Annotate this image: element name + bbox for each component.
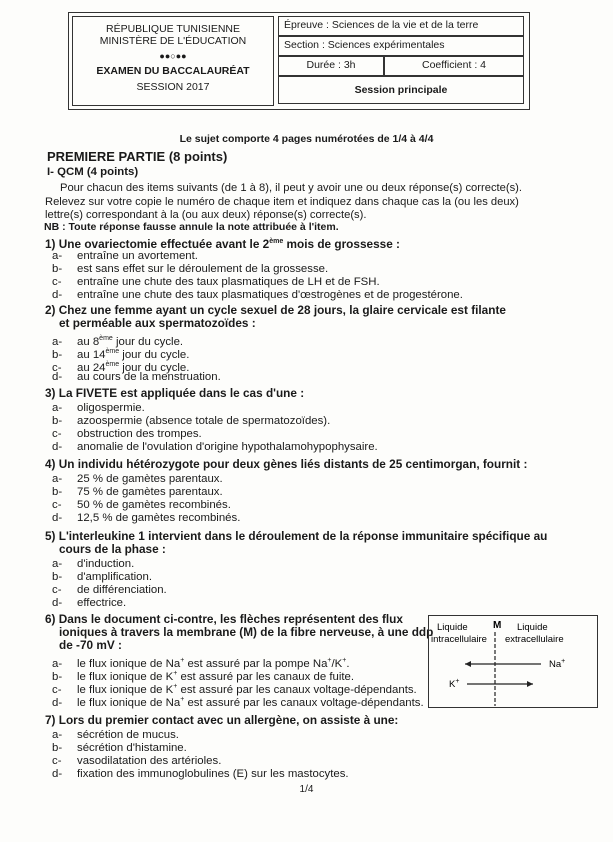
option-letter: b- [52, 348, 63, 361]
option-text: entraîne une chute des taux plasmatiques d'œstrogènes et de progestérone. [77, 289, 463, 301]
option-text: obstruction des trompes. [77, 428, 202, 440]
part-title: PREMIERE PARTIE (8 points) [47, 149, 228, 164]
option-text: au 14ème jour du cycle. [77, 348, 190, 361]
option-text: le flux ionique de K+ est assuré par les canaux de fuite. [77, 670, 355, 683]
option-text: au cours de la menstruation. [77, 371, 221, 383]
option-letter: c- [52, 683, 62, 696]
option-text: anomalie de l'ovulation d'origine hypothalamohypophysaire. [77, 441, 378, 453]
option-text: 12,5 % de gamètes recombinés. [77, 512, 241, 524]
ion-flux-svg [429, 616, 599, 709]
answer-option [52, 742, 187, 755]
answer-option [52, 473, 223, 486]
instruction-line: Pour chacun des items suivants (de 1 à 8), il peut y avoir une ou deux réponse(s) correcte(s). [60, 182, 523, 194]
option-letter: d- [52, 441, 63, 453]
option-letter: a- [52, 473, 63, 485]
option-letter: b- [52, 571, 63, 583]
option-letter: a- [52, 657, 63, 670]
option-text: 50 % de gamètes recombinés. [77, 499, 231, 511]
answer-option [52, 263, 328, 276]
option-letter: a- [52, 335, 63, 348]
extra-label-2: extracellulaire [505, 634, 564, 645]
option-text: effectrice. [77, 597, 127, 609]
question-stem: cours de la phase : [59, 542, 166, 556]
answer-option [52, 597, 126, 610]
option-text: 75 % de gamètes parentaux. [77, 486, 223, 498]
instruction-line: lettre(s) correspondant à la (ou aux deux) réponse(s) correcte(s). [45, 209, 367, 221]
exam-label: EXAMEN DU BACCALAURÉAT [96, 65, 250, 77]
answer-option [52, 276, 380, 289]
option-text: d'amplification. [77, 571, 152, 583]
option-letter: b- [52, 742, 63, 754]
question-stem: et perméable aux spermatozoïdes : [59, 316, 256, 330]
answer-option [52, 571, 152, 584]
option-letter: c- [52, 499, 62, 511]
answer-option [52, 486, 223, 499]
question-stem: 6) Dans le document ci-contre, les flèches représentent des flux [45, 612, 403, 626]
option-letter: d- [52, 289, 63, 301]
option-letter: c- [52, 361, 62, 374]
answer-option [52, 755, 221, 768]
page-number: 1/4 [299, 784, 314, 795]
answer-option [52, 371, 221, 384]
option-text: le flux ionique de K+ est assuré par les canaux voltage-dépendants. [77, 683, 417, 696]
duration-cell: Durée : 3h [278, 56, 384, 76]
option-letter: d- [52, 768, 63, 780]
option-letter: b- [52, 670, 63, 683]
option-letter: a- [52, 558, 63, 570]
intra-label-1: Liquide [437, 622, 468, 633]
option-letter: c- [52, 276, 62, 288]
membrane-diagram [428, 615, 598, 708]
ministry-label: MINISTÈRE DE L'ÉDUCATION [99, 35, 247, 47]
pages-note: Le sujet comporte 4 pages numérotées de 1/4 à 4/4 [179, 133, 434, 145]
question-stem: 1) Une ovariectomie effectuée avant le 2ème mois de grossesse : [45, 236, 400, 251]
option-text: entraîne un avortement. [77, 250, 198, 262]
membrane-label: M [493, 620, 502, 631]
question-stem: ioniques à travers la membrane (M) de la fibre nerveuse, à une ddp [59, 625, 434, 639]
question-stem: 7) Lors du premier contact avec un allergène, on assiste à une: [45, 713, 399, 727]
answer-option [52, 402, 145, 415]
option-text: oligospermie. [77, 402, 145, 414]
answer-option [52, 693, 424, 710]
coefficient-cell: Coefficient : 4 [384, 56, 524, 76]
option-letter: b- [52, 263, 63, 275]
answer-option [52, 415, 330, 428]
option-text: est sans effet sur le déroulement de la grossesse. [77, 263, 329, 275]
answer-option [52, 441, 378, 454]
k-label: K+ [449, 678, 460, 690]
question-stem: 5) L'interleukine 1 intervient dans le déroulement de la réponse immunitaire spécifique au [45, 529, 548, 543]
answer-option [52, 428, 202, 441]
option-letter: c- [52, 428, 62, 440]
option-letter: c- [52, 584, 62, 596]
option-letter: a- [52, 250, 63, 262]
question-stem: 4) Un individu hétérozygote pour deux gènes liés distants de 25 centimorgan, fournit : [45, 457, 528, 471]
option-text: au 24ème jour du cycle. [77, 361, 190, 374]
na-arrowhead [465, 661, 471, 667]
answer-option [52, 289, 463, 302]
nb-note: NB : Toute réponse fausse annule la note attribuée à l'item. [44, 221, 339, 233]
answer-option [52, 768, 349, 781]
ministry-block [72, 16, 274, 106]
option-text: sécrétion d'histamine. [77, 742, 187, 754]
option-letter: b- [52, 415, 63, 427]
option-letter: a- [52, 402, 63, 414]
answer-option [52, 584, 167, 597]
answer-option [52, 499, 231, 512]
option-letter: d- [52, 696, 63, 709]
section-title: I- QCM (4 points) [47, 166, 139, 178]
answer-option [52, 558, 134, 571]
republic-label: RÉPUBLIQUE TUNISIENNE [105, 23, 240, 35]
option-letter: a- [52, 729, 63, 741]
section-cell: Section : Sciences expérimentales [278, 36, 524, 56]
option-text: de différenciation. [77, 584, 167, 596]
option-text: 25 % de gamètes parentaux. [77, 473, 223, 485]
option-text: vasodilatation des artérioles. [77, 755, 222, 767]
option-letter: b- [52, 486, 63, 498]
option-text: le flux ionique de Na+ est assuré par la pompe Na+/K+. [77, 657, 350, 670]
k-arrowhead [527, 681, 533, 687]
option-text: au 8ème jour du cycle. [77, 335, 184, 348]
session-type-cell: Session principale [278, 76, 524, 104]
question-stem: 3) La FIVETE est appliquée dans le cas d'une : [45, 386, 305, 400]
session-year: SESSION 2017 [136, 81, 210, 93]
question-stem: 2) Chez une femme ayant un cycle sexuel de 28 jours, la glaire cervicale est filante [45, 303, 506, 317]
na-label: Na+ [549, 658, 566, 670]
option-text: sécrétion de mucus. [77, 729, 179, 741]
option-text: entraîne une chute des taux plasmatiques de LH et de FSH. [77, 276, 380, 288]
extra-label-1: Liquide [517, 622, 548, 633]
exam-info-table [278, 16, 524, 104]
intra-label-2: intracellulaire [431, 634, 487, 645]
option-text: d'induction. [77, 558, 135, 570]
option-letter: d- [52, 597, 63, 609]
answer-option [52, 512, 240, 525]
option-letter: c- [52, 755, 62, 767]
option-letter: d- [52, 512, 63, 524]
separator-dots: ●●○●● [159, 51, 187, 61]
option-letter: d- [52, 371, 63, 383]
answer-option [52, 250, 198, 263]
subject-cell: Épreuve : Sciences de la vie et de la terre [278, 16, 524, 36]
answer-option [52, 729, 179, 742]
option-text: le flux ionique de Na+ est assuré par les canaux voltage-dépendants. [77, 696, 424, 709]
question-stem: de -70 mV : [59, 638, 122, 652]
option-text: azoospermie (absence totale de spermatozoïdes). [77, 415, 331, 427]
option-text: fixation des immunoglobulines (E) sur les mastocytes. [77, 768, 349, 780]
instruction-line: Relevez sur votre copie le numéro de chaque item et indiquez dans chaque cas la (ou les deux) [45, 196, 519, 208]
